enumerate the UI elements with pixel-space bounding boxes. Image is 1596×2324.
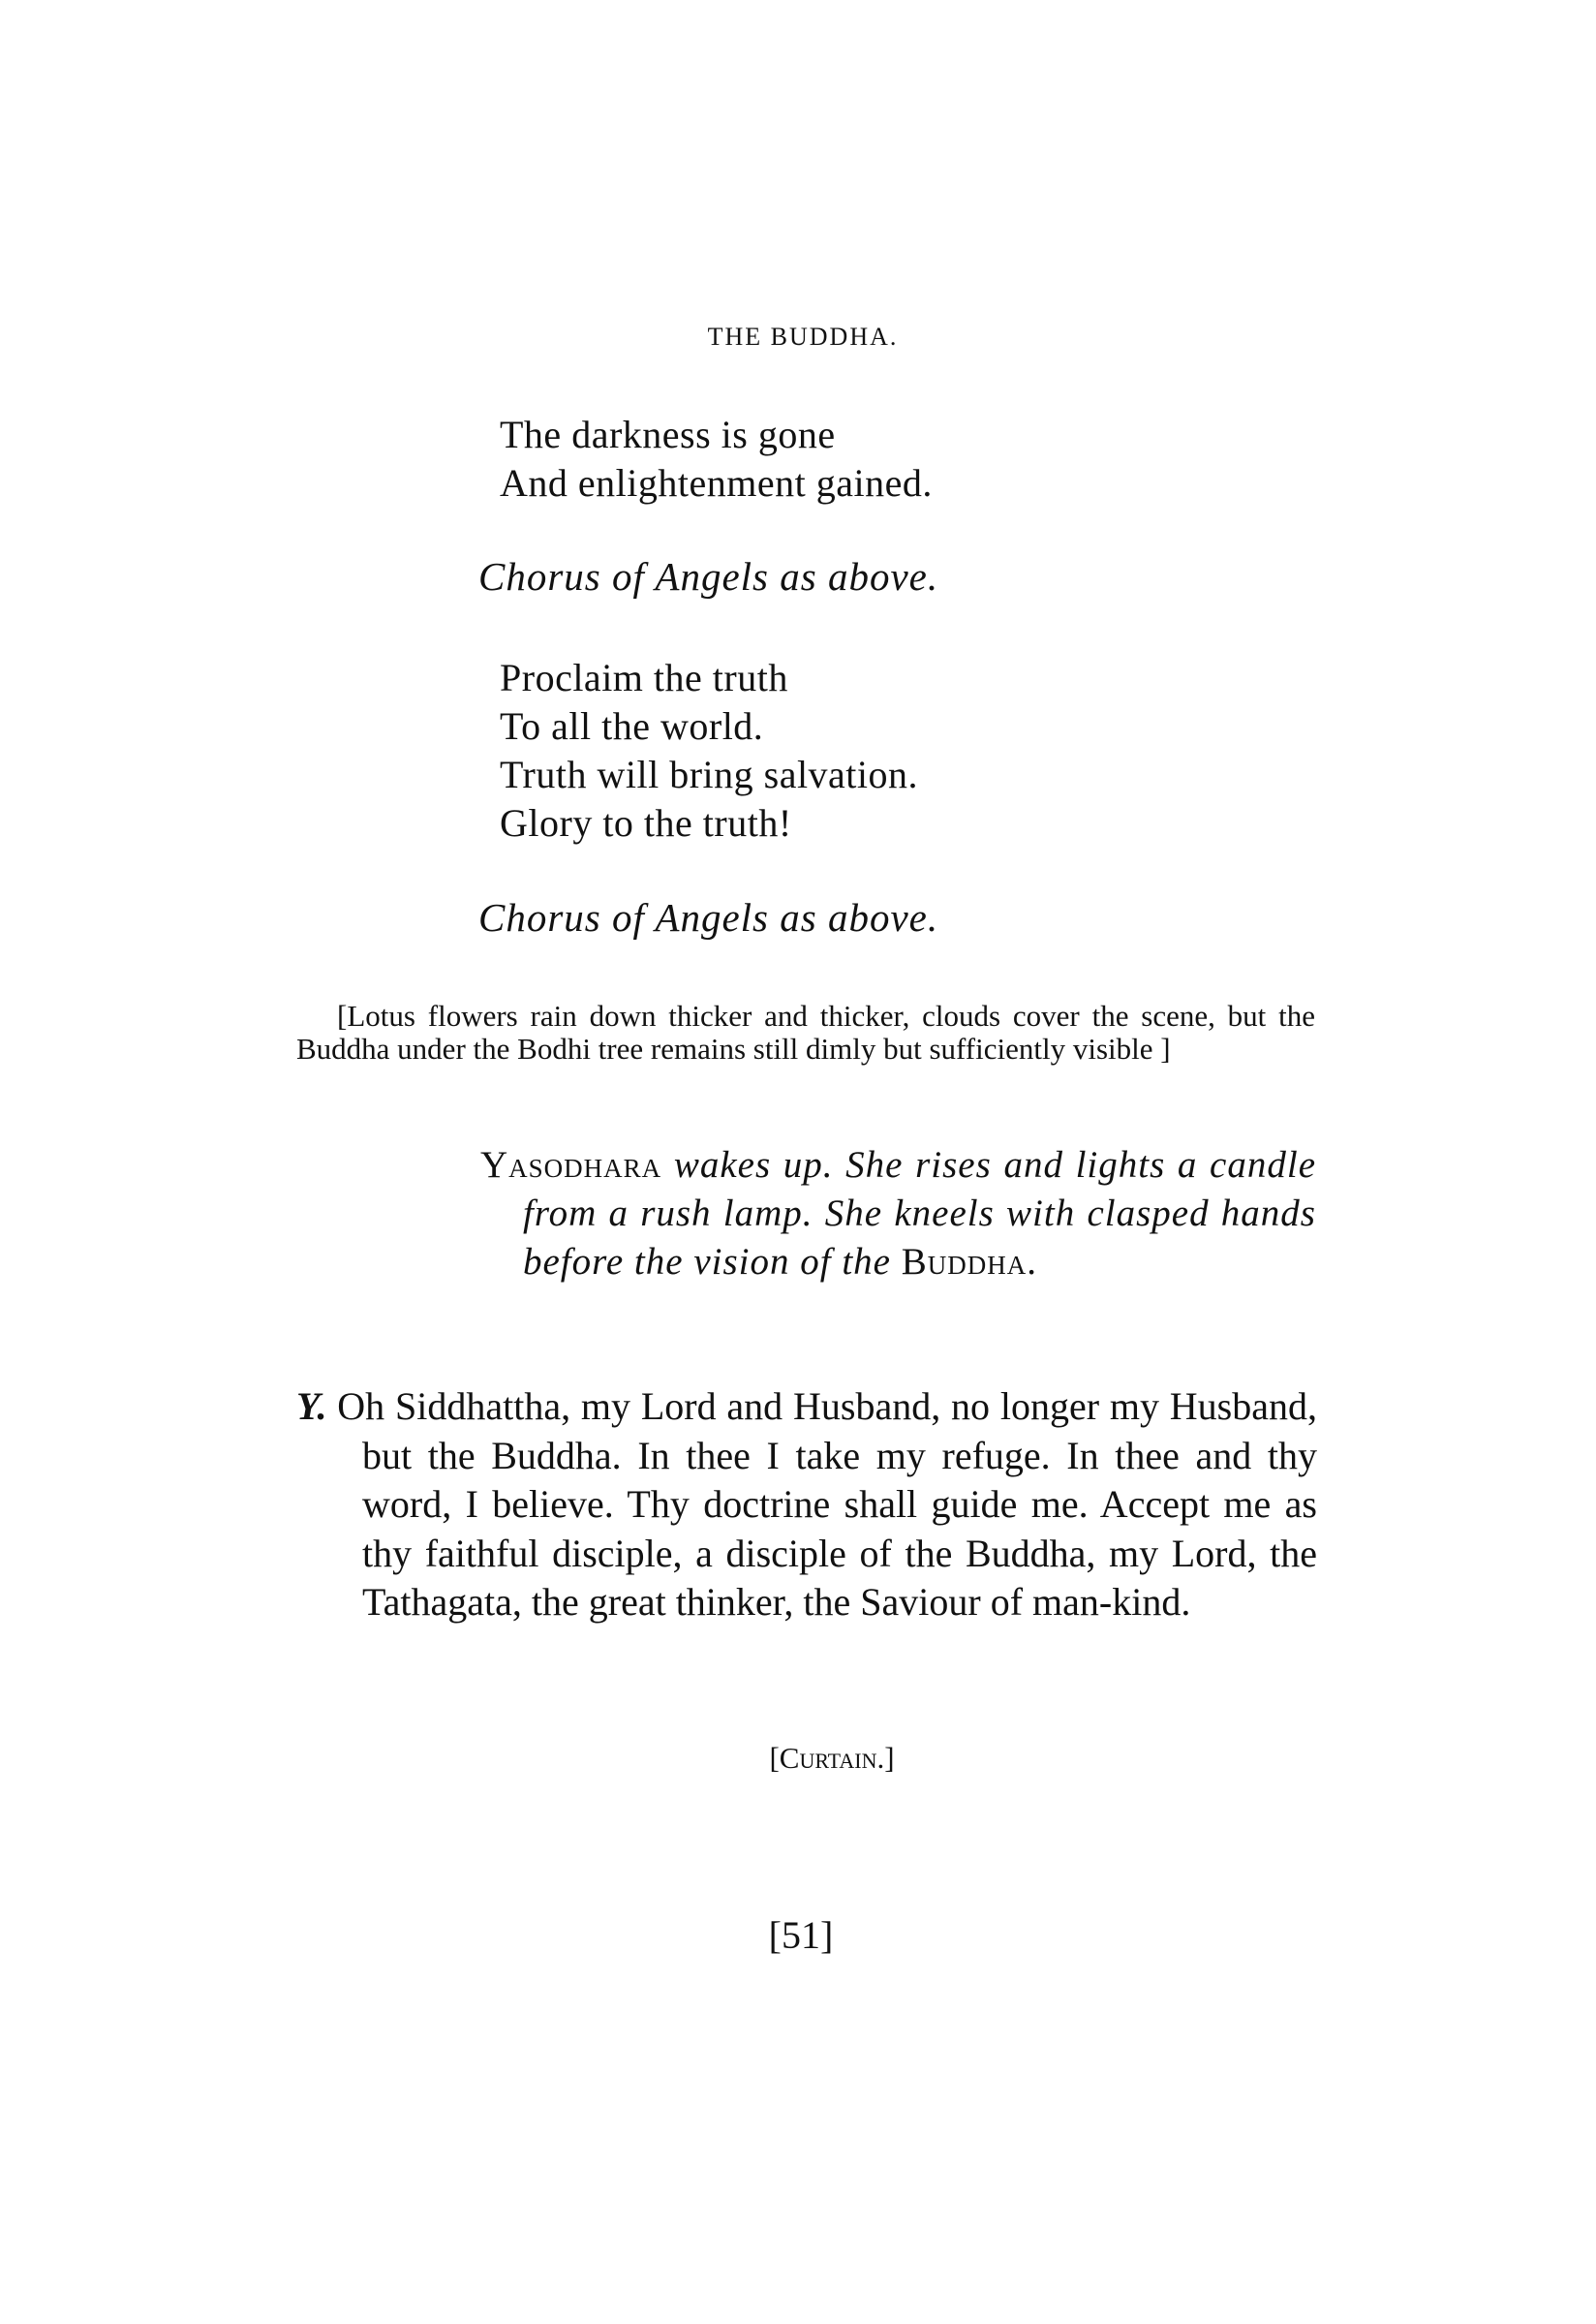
stage-note-lotus: [Lotus flowers rain down thicker and thicker, clouds cover the scene, but the Buddha under the Bodhi tree remains still dimly but sufficiently visible ] [296, 999, 1315, 1066]
verse-line: To all the world. [500, 704, 764, 748]
curtain-label: Curtain [779, 1741, 877, 1775]
verse-line: And enlightenment gained. [500, 461, 933, 505]
curtain-close-bracket: .] [876, 1741, 895, 1775]
direction-end-punctuation: . [1027, 1241, 1036, 1283]
character-name-buddha: Buddha [901, 1241, 1028, 1283]
verse-line: The darkness is gone [500, 413, 836, 456]
curtain-direction [0, 1741, 1596, 1776]
verse-line: Truth will bring salvation. [500, 753, 919, 796]
verse-line: Glory to the truth! [500, 801, 792, 845]
direction-action-text: wakes up. She rises and lights a candle from a rush lamp. She kneels with clasped hands before the vision of the [523, 1144, 1316, 1283]
stage-direction-yasodhara [480, 1141, 1316, 1286]
stage-direction-chorus-2: Chorus of Angels as above. [478, 895, 939, 940]
verse-stanza-2 [500, 654, 918, 848]
verse-stanza-1 [500, 411, 933, 508]
running-head: THE BUDDHA. [707, 323, 899, 351]
speaker-label: Y. [296, 1384, 327, 1428]
speech-text: Oh Siddhattha, my Lord and Husband, no longer my Husband, but the Buddha. In thee I take my refuge. In thee and thy word, I believe. Thy doctrine shall guide me. Accept me as thy faithful disciple, a disciple of the Buddha, my Lord, the Tathagata, the great thinker, the Saviour of man-kind. [337, 1384, 1317, 1624]
curtain-open-bracket: [ [769, 1741, 780, 1775]
verse-line: Proclaim the truth [500, 656, 788, 699]
character-name-yasodhara: Yasodhara [480, 1144, 662, 1186]
yasodhara-speech [296, 1382, 1317, 1627]
stage-direction-chorus-1: Chorus of Angels as above. [478, 554, 939, 599]
page-number: [51] [768, 1913, 834, 1957]
